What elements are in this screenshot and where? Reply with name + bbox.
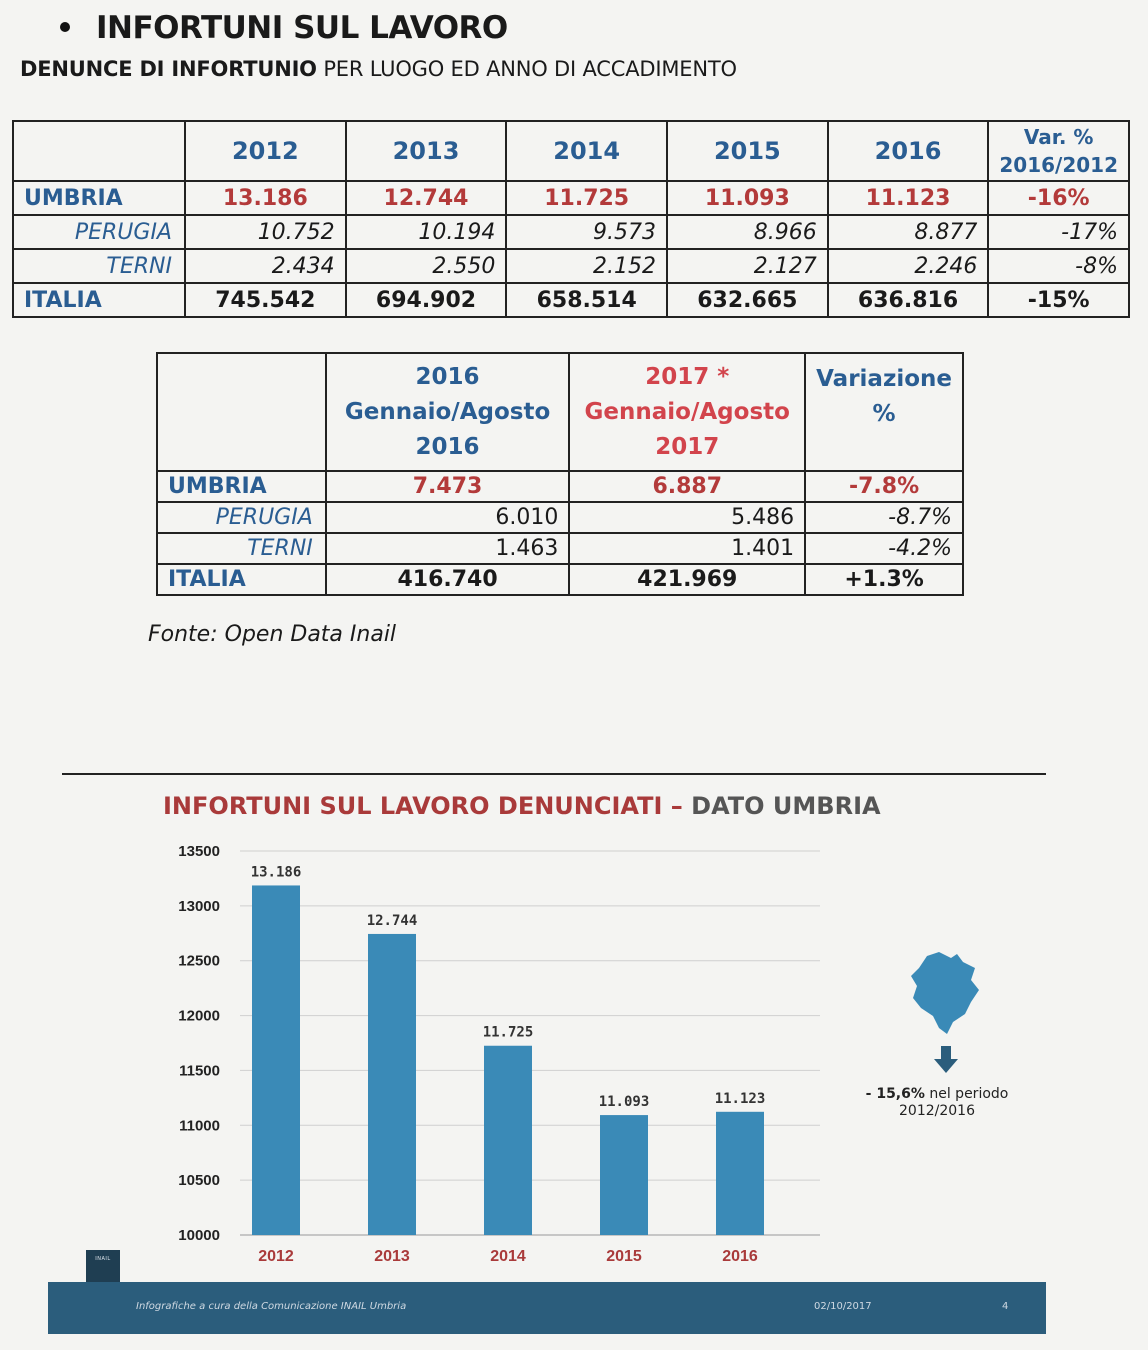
cell-value: 6.010 bbox=[326, 502, 570, 533]
cell-value: 9.573 bbox=[506, 215, 667, 249]
page-subtitle: DENUNCE DI INFORTUNIO PER LUOGO ED ANNO DI ACCADIMENTO bbox=[20, 57, 737, 81]
table-row bbox=[157, 533, 963, 564]
cell-value: 10.752 bbox=[185, 215, 346, 249]
cell-value: 6.887 bbox=[569, 471, 805, 502]
row-label: ITALIA bbox=[157, 564, 326, 595]
cell-value: 2.434 bbox=[185, 249, 346, 283]
y-tick-label: 12500 bbox=[178, 952, 220, 970]
cell-value: 636.816 bbox=[828, 283, 989, 317]
row-label: UMBRIA bbox=[157, 471, 326, 502]
row-label: ITALIA bbox=[13, 283, 185, 317]
col-2016-header: 2016 Gennaio/Agosto 2016 bbox=[326, 353, 570, 471]
cell-var: -7.8% bbox=[805, 471, 963, 502]
x-tick-label: 2014 bbox=[490, 1248, 526, 1265]
down-arrow-icon bbox=[934, 1046, 958, 1074]
cell-value: 2.152 bbox=[506, 249, 667, 283]
y-tick-label: 13000 bbox=[178, 897, 220, 915]
row-label: TERNI bbox=[157, 533, 326, 564]
corner-cell bbox=[13, 121, 185, 181]
year-header: 2015 bbox=[667, 121, 828, 181]
cell-value: 13.186 bbox=[185, 181, 346, 215]
table-row bbox=[13, 215, 1129, 249]
cell-value: 11.725 bbox=[506, 181, 667, 215]
cell-value: 11.093 bbox=[667, 181, 828, 215]
data-label: 11.093 bbox=[598, 1094, 650, 1111]
cell-value: 2.246 bbox=[828, 249, 989, 283]
y-tick-label: 10500 bbox=[178, 1172, 220, 1190]
year-header: 2013 bbox=[346, 121, 507, 181]
table-header-row bbox=[13, 121, 1129, 181]
bullet-icon bbox=[60, 22, 70, 32]
footer-credit: Infografiche a cura della Comunicazione INAIL Umbria bbox=[136, 1301, 407, 1312]
chart-title: INFORTUNI SUL LAVORO DENUNCIATI – DATO UMBRIA bbox=[163, 792, 881, 820]
cell-var: -16% bbox=[988, 181, 1129, 215]
row-label: UMBRIA bbox=[13, 181, 185, 215]
row-label: PERUGIA bbox=[157, 502, 326, 533]
bar bbox=[716, 1112, 764, 1235]
corner-cell bbox=[157, 353, 326, 471]
table-row bbox=[13, 181, 1129, 215]
page-title: INFORTUNI SUL LAVORO bbox=[60, 10, 508, 46]
table-row bbox=[157, 502, 963, 533]
col-2017-header: 2017 * Gennaio/Agosto 2017 bbox=[569, 353, 805, 471]
row-label: TERNI bbox=[13, 249, 185, 283]
table-header-row bbox=[157, 353, 963, 471]
cell-value: 1.463 bbox=[326, 533, 570, 564]
bar bbox=[600, 1115, 648, 1235]
x-tick-label: 2015 bbox=[606, 1248, 642, 1265]
cell-value: 2.127 bbox=[667, 249, 828, 283]
cell-value: 11.123 bbox=[828, 181, 989, 215]
table-row bbox=[157, 564, 963, 595]
footer-page: 4 bbox=[1002, 1301, 1009, 1312]
cell-var: -8% bbox=[988, 249, 1129, 283]
bar-chart bbox=[160, 835, 840, 1275]
footer-date: 02/10/2017 bbox=[814, 1301, 872, 1312]
source-note: Fonte: Open Data Inail bbox=[148, 622, 397, 647]
data-label: 11.123 bbox=[714, 1090, 766, 1107]
cell-value: 10.194 bbox=[346, 215, 507, 249]
y-tick-label: 10000 bbox=[178, 1227, 220, 1244]
divider bbox=[62, 773, 1046, 775]
cell-var: -17% bbox=[988, 215, 1129, 249]
cell-value: 7.473 bbox=[326, 471, 570, 502]
data-label: 13.186 bbox=[250, 864, 302, 881]
x-tick-label: 2012 bbox=[258, 1248, 294, 1265]
cell-value: 1.401 bbox=[569, 533, 805, 564]
bar bbox=[368, 934, 416, 1235]
x-tick-label: 2016 bbox=[722, 1248, 758, 1265]
cell-value: 8.877 bbox=[828, 215, 989, 249]
bar bbox=[484, 1046, 532, 1235]
cell-value: 12.744 bbox=[346, 181, 507, 215]
cell-value: 694.902 bbox=[346, 283, 507, 317]
umbria-map-icon bbox=[905, 950, 985, 1040]
cell-var: -8.7% bbox=[805, 502, 963, 533]
var-header: Var. % 2016/2012 bbox=[988, 121, 1129, 181]
cell-value: 8.966 bbox=[667, 215, 828, 249]
y-tick-label: 12000 bbox=[178, 1007, 220, 1025]
cell-value: 5.486 bbox=[569, 502, 805, 533]
y-tick-label: 11000 bbox=[179, 1117, 220, 1135]
year-header: 2014 bbox=[506, 121, 667, 181]
col-var-header: Variazione % bbox=[805, 353, 963, 471]
table-row bbox=[13, 249, 1129, 283]
footer-bar bbox=[48, 1282, 1046, 1334]
cell-var: +1.3% bbox=[805, 564, 963, 595]
y-tick-label: 11500 bbox=[179, 1062, 220, 1080]
cell-var: -4.2% bbox=[805, 533, 963, 564]
annual-table bbox=[12, 120, 1130, 318]
year-header: 2016 bbox=[828, 121, 989, 181]
period-table bbox=[156, 352, 964, 596]
cell-value: 745.542 bbox=[185, 283, 346, 317]
cell-value: 421.969 bbox=[569, 564, 805, 595]
x-tick-label: 2013 bbox=[374, 1248, 410, 1265]
cell-value: 416.740 bbox=[326, 564, 570, 595]
cell-value: 658.514 bbox=[506, 283, 667, 317]
table-row bbox=[157, 471, 963, 502]
inail-logo: INAIL bbox=[86, 1250, 120, 1330]
table-row bbox=[13, 283, 1129, 317]
cell-var: -15% bbox=[988, 283, 1129, 317]
data-label: 11.725 bbox=[482, 1024, 534, 1041]
bar bbox=[252, 885, 300, 1235]
variation-callout: - 15,6% nel periodo 2012/2016 bbox=[865, 1086, 1009, 1119]
data-label: 12.744 bbox=[366, 912, 418, 929]
row-label: PERUGIA bbox=[13, 215, 185, 249]
year-header: 2012 bbox=[185, 121, 346, 181]
cell-value: 2.550 bbox=[346, 249, 507, 283]
y-tick-label: 13500 bbox=[178, 843, 220, 860]
cell-value: 632.665 bbox=[667, 283, 828, 317]
